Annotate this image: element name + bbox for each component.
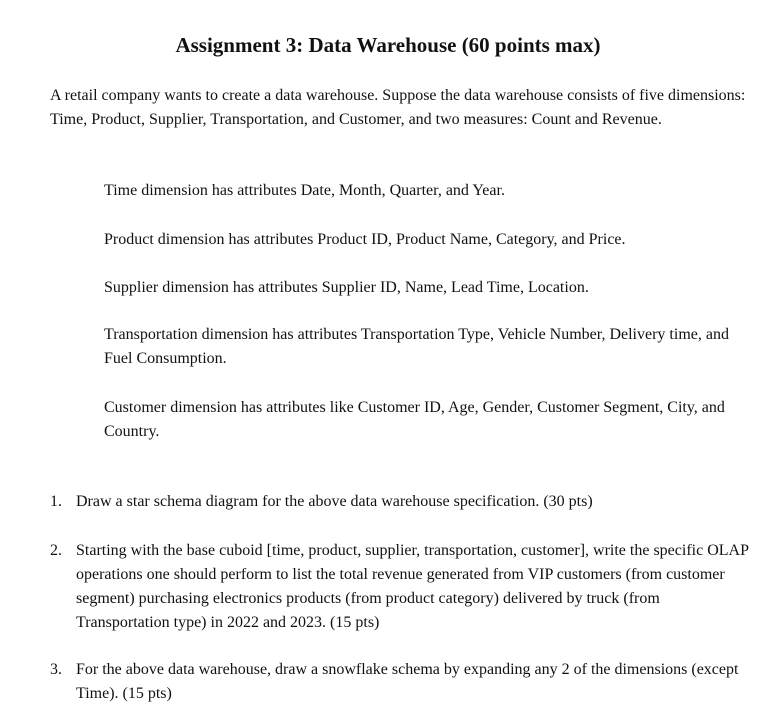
customer-dimension-text: Customer dimension has attributes like Customer ID, Age, Gender, Customer Segment, City, and Country.: [104, 399, 725, 440]
question-number: 2.: [50, 542, 62, 559]
page-title: Assignment 3: Data Warehouse (60 points max): [175, 33, 601, 57]
product-dimension-text: Product dimension has attributes Product ID, Product Name, Category, and Price.: [104, 231, 626, 248]
question-number: 1.: [50, 493, 62, 510]
question-text: Draw a star schema diagram for the above data warehouse specification. (30 pts): [76, 493, 593, 510]
question-text: For the above data warehouse, draw a snowflake schema by expanding any 2 of the dimensions (except Time). (15 pts): [76, 661, 739, 702]
time-dimension-text: Time dimension has attributes Date, Month, Quarter, and Year.: [104, 182, 505, 199]
intro-paragraph: A retail company wants to create a data warehouse. Suppose the data warehouse consists of five dimensions: Time, Product, Supplier, Transportation, and Customer, and two measures: Count and Revenue.: [50, 87, 746, 128]
question-number: 3.: [50, 661, 62, 678]
question-text: Starting with the base cuboid [time, product, supplier, transportation, customer], write the specific OLAP operations one should perform to list the total revenue generated from VIP customers (from customer segment) purchasing electronics products (from product category) delivered by truck (from Transportation type) in 2022 and 2023. (15 pts): [76, 542, 749, 631]
question-1: [50, 490, 750, 514]
supplier-dimension-text: Supplier dimension has attributes Supplier ID, Name, Lead Time, Location.: [104, 279, 589, 296]
question-2: [50, 539, 750, 635]
transportation-dimension-text: Transportation dimension has attributes Transportation Type, Vehicle Number, Delivery time, and Fuel Consumption.: [104, 326, 729, 367]
question-3: [50, 658, 750, 706]
